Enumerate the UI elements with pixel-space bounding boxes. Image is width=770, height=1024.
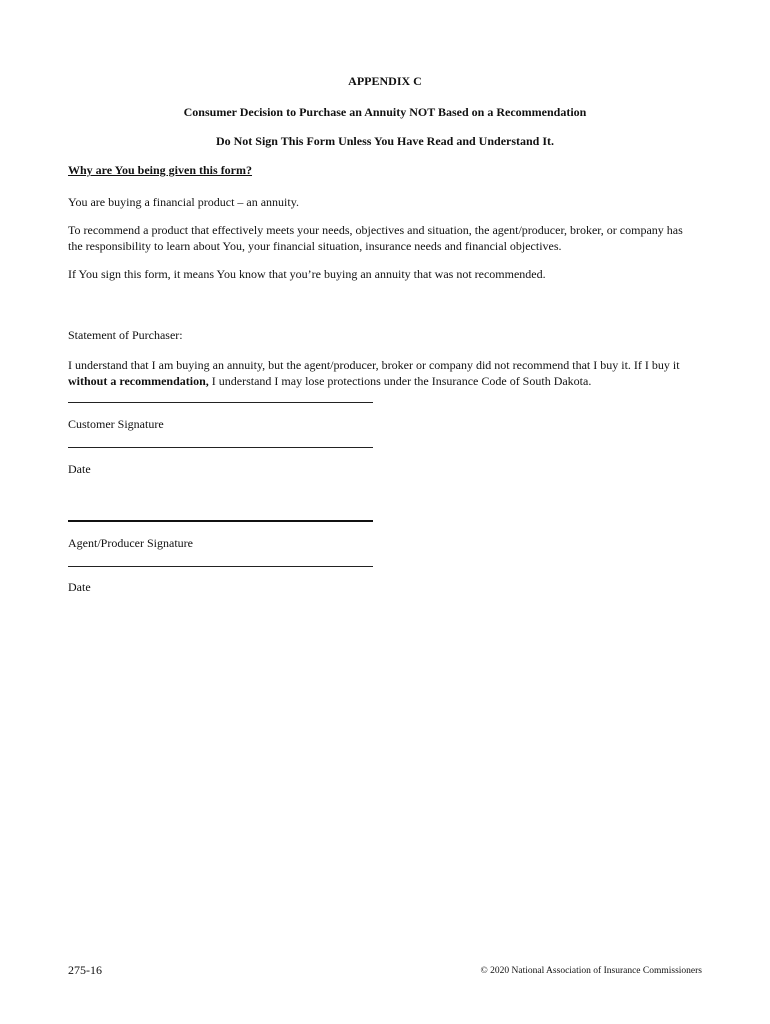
document-subtitle: Consumer Decision to Purchase an Annuity NOT Based on a Recommendation (183, 105, 587, 119)
form-number: 275-16 (68, 963, 102, 977)
customer-signature-line[interactable] (68, 402, 373, 403)
paragraph-sign-meaning: If You sign this form, it means You know that you’re buying an annuity that was not recommended. (68, 267, 546, 281)
purchaser-statement-emphasis: without a recommendation, (68, 374, 209, 388)
purchaser-statement-text: I understand that I am buying an annuity, but the agent/producer, broker or company did not recommend that I buy it. If I buy it (68, 358, 680, 372)
paragraph-annuity: You are buying a financial product – an annuity. (68, 195, 299, 209)
agent-signature-line[interactable] (68, 520, 373, 522)
agent-signature-label: Agent/Producer Signature (68, 536, 193, 550)
purchaser-statement (68, 357, 698, 389)
agent-date-line[interactable] (68, 566, 373, 567)
statement-of-purchaser-label: Statement of Purchaser: (68, 328, 183, 342)
document-title: APPENDIX C (348, 74, 422, 88)
customer-signature-label: Customer Signature (68, 417, 164, 431)
paragraph-responsibility: To recommend a product that effectively meets your needs, objectives and situation, the agent/producer, broker, or company has the responsibility to learn about You, your financial situation, insurance needs and financial objectives. (68, 223, 683, 253)
agent-date-label: Date (68, 580, 91, 594)
purchaser-statement-text-end: I understand I may lose protections under the Insurance Code of South Dakota. (208, 374, 592, 388)
customer-date-label: Date (68, 462, 91, 476)
copyright-notice: © 2020 National Association of Insurance Commissioners (480, 966, 702, 976)
section-heading: Why are You being given this form? (68, 163, 253, 177)
customer-date-line[interactable] (68, 447, 373, 448)
signing-warning: Do Not Sign This Form Unless You Have Read and Understand It. (215, 134, 555, 148)
